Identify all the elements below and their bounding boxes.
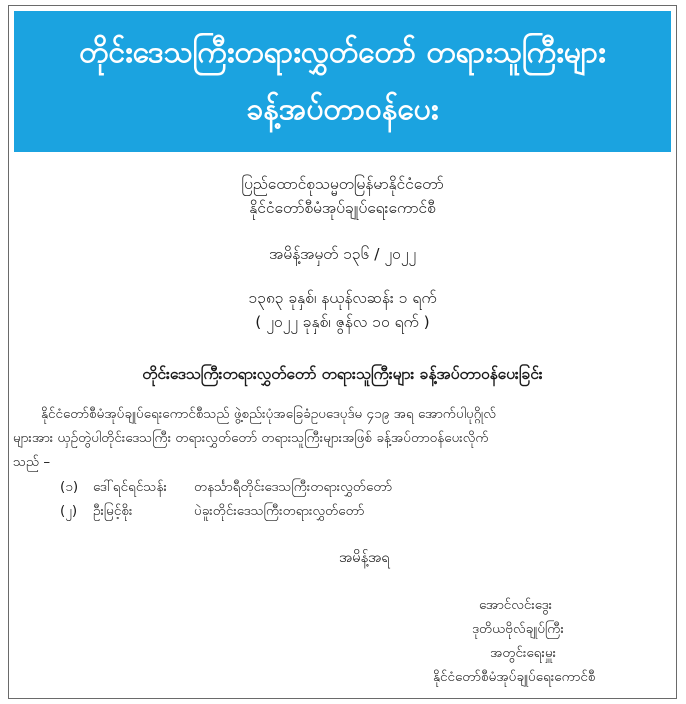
appointee-court: ပဲခူးတိုင်းဒေသကြီးတရားလွှတ်တော် [194,503,365,519]
date-gregorian: ( ၂၀၂၂ ခုနှစ်၊ ဇွန်လ ၁၀ ရက် ) [255,313,430,331]
order-number: အမိန့်အမှတ် ၁၃၆ / ၂၀၂၂ [268,245,416,263]
appointee-number: (၁) [60,479,79,495]
banner-title-line2: ခန့်အပ်တာဝန်ပေး [246,92,439,127]
subject-heading: တိုင်းဒေသကြီးတရားလွှတ်တော် တရားသူကြီးများ ခန့်အပ်တာဝန်ပေးခြင်း [142,365,543,383]
body-paragraph-line2: များအား ယှဉ်တွဲပါတိုင်းဒေသကြီး တရားလွှတ်တော် တရားသူကြီးများအဖြစ် ခန့်အပ်တာဝန်ပေးလိုက် [13,430,489,446]
signatory-name: အောင်လင်းဒွေး [479,597,553,613]
appointee-court: တနင်္သာရီတိုင်းဒေသကြီးတရားလွှတ်တော် [194,479,393,495]
signatory-organization: နိုင်ငံတော်စီမံအုပ်ချုပ်ရေးကောင်စီ [433,669,596,685]
title-banner [14,11,671,152]
banner-title-line1: တိုင်းဒေသကြီးတရားလွှတ်တော် တရားသူကြီးများ [79,35,606,70]
signatory-rank: ဒုတိယဗိုလ်ချုပ်ကြီး [472,621,564,637]
council-name: နိုင်ငံတော်စီမံအုပ်ချုပ်ရေးကောင်စီ [249,199,436,217]
announcement-frame [8,5,677,699]
date-myanmar: ၁၃၈၃ ခုနှစ်၊ နယုန်လဆန်း ၁ ရက် [248,289,437,307]
appointee-name: ဒေါ်ရင်ရင်သန်း [93,479,167,495]
by-order-text: အမိန့်အရ [339,550,390,566]
body-paragraph-line1: နိုင်ငံတော်စီမံအုပ်ချုပ်ရေးကောင်စီသည် ဖွဲ့စည်းပုံအခြေခံဥပဒေပုဒ်မ ၄၁၉ အရ အောက်ပါပုဂ္ဂိုလ် [41,406,497,422]
government-name: ပြည်ထောင်စုသမ္မတမြန်မာနိုင်ငံတော် [241,175,444,193]
appointee-name: ဦးမြင့်စိုး [93,503,133,519]
signatory-title: အတွင်းရေးမှူး [490,645,557,661]
appointee-number: (၂) [60,503,78,519]
body-paragraph-line3: သည် – [13,454,51,470]
